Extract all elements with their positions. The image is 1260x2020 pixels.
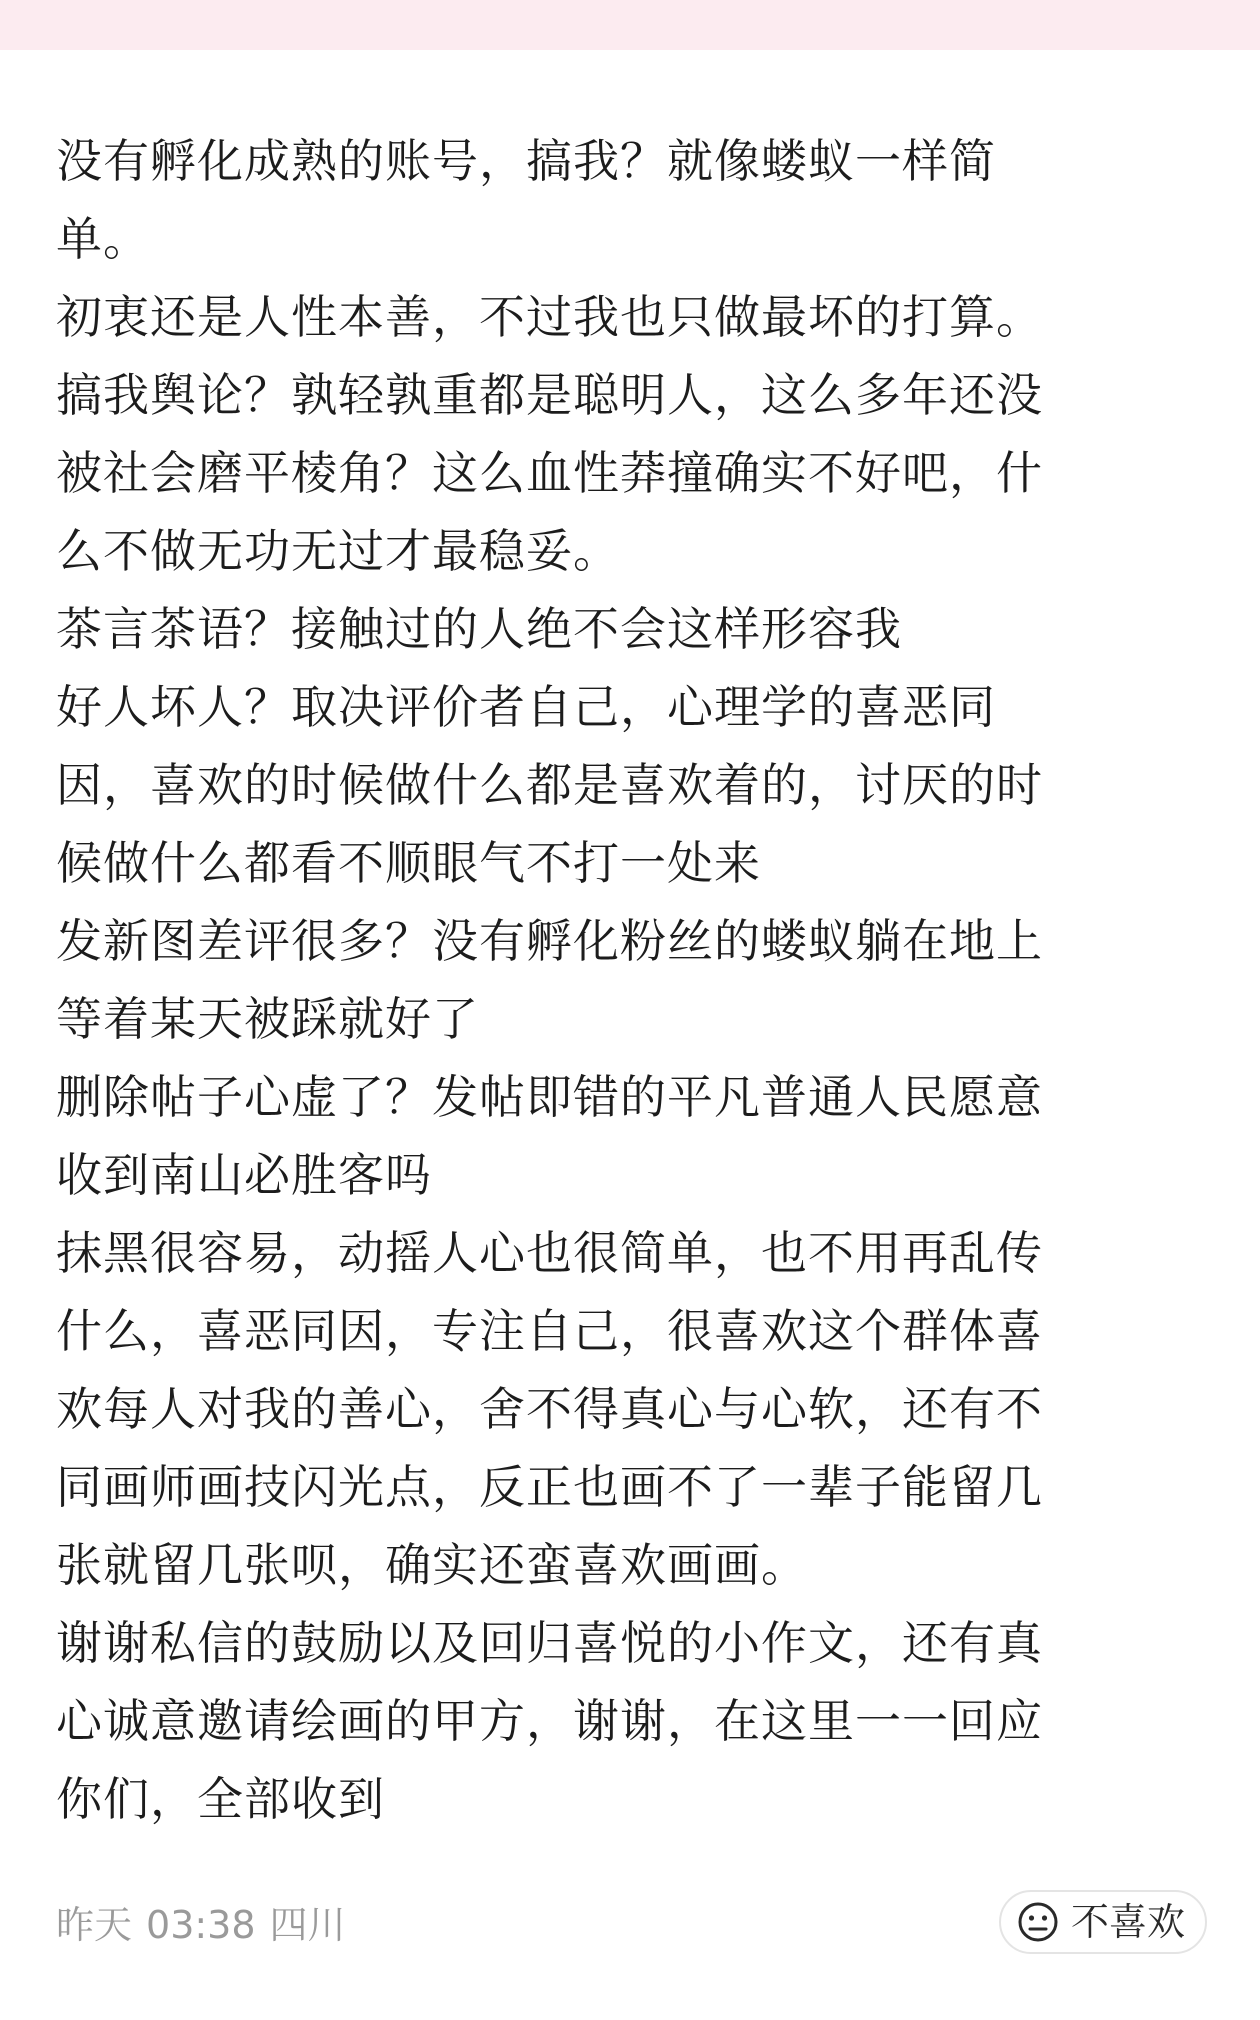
post-line: 谢谢私信的鼓励以及回归喜悦的小作文，还有真 [56,1616,1043,1670]
post-line: 因，喜欢的时候做什么都是喜欢着的，讨厌的时 [56,758,1043,812]
post-line: 欢每人对我的善心，舍不得真心与心软，还有不 [56,1382,1043,1436]
dislike-button[interactable] [999,1890,1207,1954]
post-line: 等着某天被踩就好了 [56,992,479,1046]
post-line: 没有孵化成熟的账号，搞我？就像蝼蚁一样简 [56,134,996,188]
post-line: 收到南山必胜客吗 [56,1148,432,1202]
post-line: 抹黑很容易，动摇人心也很简单，也不用再乱传 [56,1226,1043,1280]
post-line: 好人坏人？取决评价者自己，心理学的喜恶同 [56,680,996,734]
post-date: 昨天 [56,1903,133,1947]
post-line: 单。 [56,212,150,266]
post-location: 四川 [269,1903,346,1947]
dislike-label: 不喜欢 [1070,1900,1185,1944]
post-line: 同画师画技闪光点，反正也画不了一辈子能留几 [56,1460,1043,1514]
post-line: 心诚意邀请绘画的甲方，谢谢，在这里一一回应 [56,1694,1043,1748]
post-meta [56,1903,360,1947]
post-line: 候做什么都看不顺眼气不打一处来 [56,836,761,890]
neutral-face-icon [1017,1901,1059,1943]
top-header-strip [0,0,1260,50]
post-line: 搞我舆论？孰轻孰重都是聪明人，这么多年还没 [56,368,1043,422]
post-line: 删除帖子心虚了？发帖即错的平凡普通人民愿意 [56,1070,1043,1124]
post-line: 被社会磨平棱角？这么血性莽撞确实不好吧，什 [56,446,1043,500]
post-line: 初衷还是人性本善，不过我也只做最坏的打算。 [56,290,1043,344]
post-footer [56,1890,1206,1960]
post-line: 发新图差评很多？没有孵化粉丝的蝼蚁躺在地上 [56,914,1043,968]
post-line: 茶言茶语？接触过的人绝不会这样形容我 [56,602,902,656]
post-line: 么不做无功无过才最稳妥。 [56,524,620,578]
post-line: 张就留几张呗，确实还蛮喜欢画画。 [56,1538,808,1592]
post-time: 03:38 [146,1903,256,1947]
post-content [56,122,1206,1838]
post-line: 你们，全部收到 [56,1772,385,1826]
post-line: 什么，喜恶同因，专注自己，很喜欢这个群体喜 [56,1304,1043,1358]
